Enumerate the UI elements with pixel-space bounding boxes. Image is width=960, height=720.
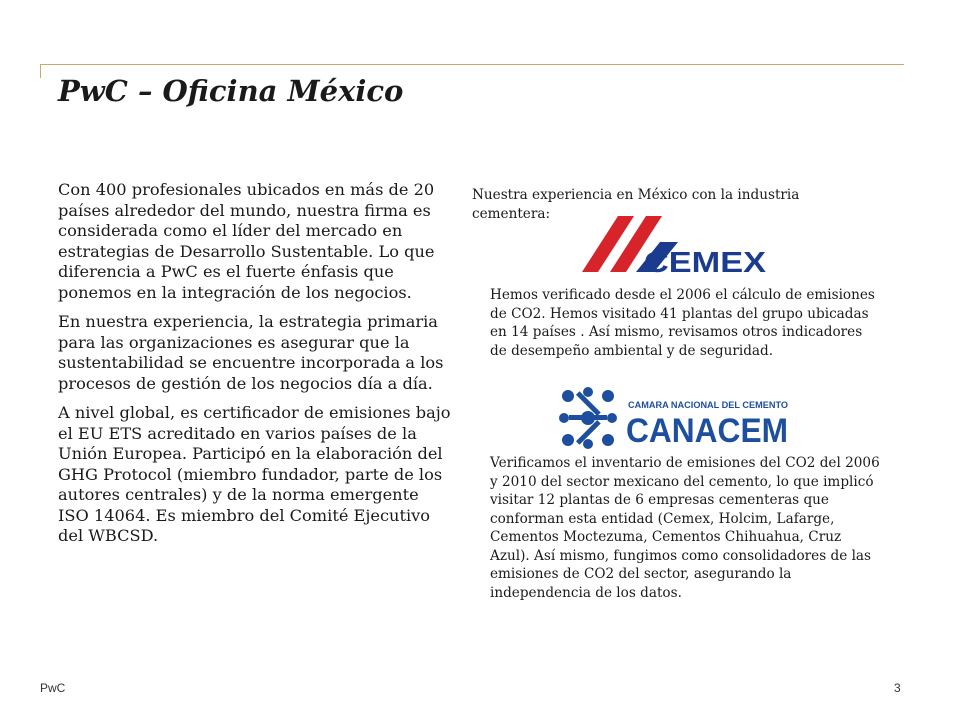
canacem-logo-text: CANACEM [626,412,788,450]
canacem-logo-subtitle: CAMARA NACIONAL DEL CEMENTO [628,400,788,410]
left-paragraph-2: En nuestra experiencia, la estrategia primaria para las organizaciones es asegurar que la sustentabilidad se encuentre incorporada a los procesos de gestión de los negocios día a día. [58,312,444,393]
page-number: 3 [894,681,901,695]
canacem-emblem-icon [559,387,617,449]
left-paragraph-1: Con 400 profesionales ubicados en más de 20 países alrededor del mundo, nuestra firma es considerada como el líder del mercado en estrategias de Desarrollo Sustentable. Lo que diferencia a PwC es el fuerte énfasis que ponemos en la integración de los negocios. [58,180,435,302]
canacem-logo [556,384,796,452]
cemex-logo-text: CEMEX [644,247,767,274]
left-column [58,180,453,556]
footer-brand: PwC [40,681,66,695]
header-rule-tick [40,64,41,78]
industry-intro: Nuestra experiencia en México con la industria cementera: [472,187,800,222]
cemex-description: Hemos verificado desde el 2006 el cálculo de emisiones de CO2. Hemos visitado 41 plantas del grupo ubicadas en 14 países . Así mismo, revisamos otros indicadores de desempeño ambiental y de seguridad. [490,287,875,359]
page-title: PwC – Oficina México [58,74,404,108]
header-rule [40,64,904,65]
canacem-description: Verificamos el inventario de emisiones del CO2 del 2006 y 2010 del sector mexicano del cemento, lo que implicó visitar 12 plantas de 6 empresas cementeras que conforman esta entidad (Cemex, Holcim, Lafarge, Cementos Moctezuma, Cementos Chihuahua, Cruz Azul). Así mismo, fungimos como consolidadores de las emisiones de CO2 del sector, asegurando la independencia de los datos. [490,455,880,601]
cemex-logo [578,214,768,274]
left-paragraph-3: A nivel global, es certificador de emisiones bajo el EU ETS acreditado en varios países de la Unión Europea. Participó en la elaboración del GHG Protocol (miembro fundador, parte de los autores centrales) y de la norma emergente ISO 14064. Es miembro del Comité Ejecutivo del WBCSD. [58,403,451,545]
